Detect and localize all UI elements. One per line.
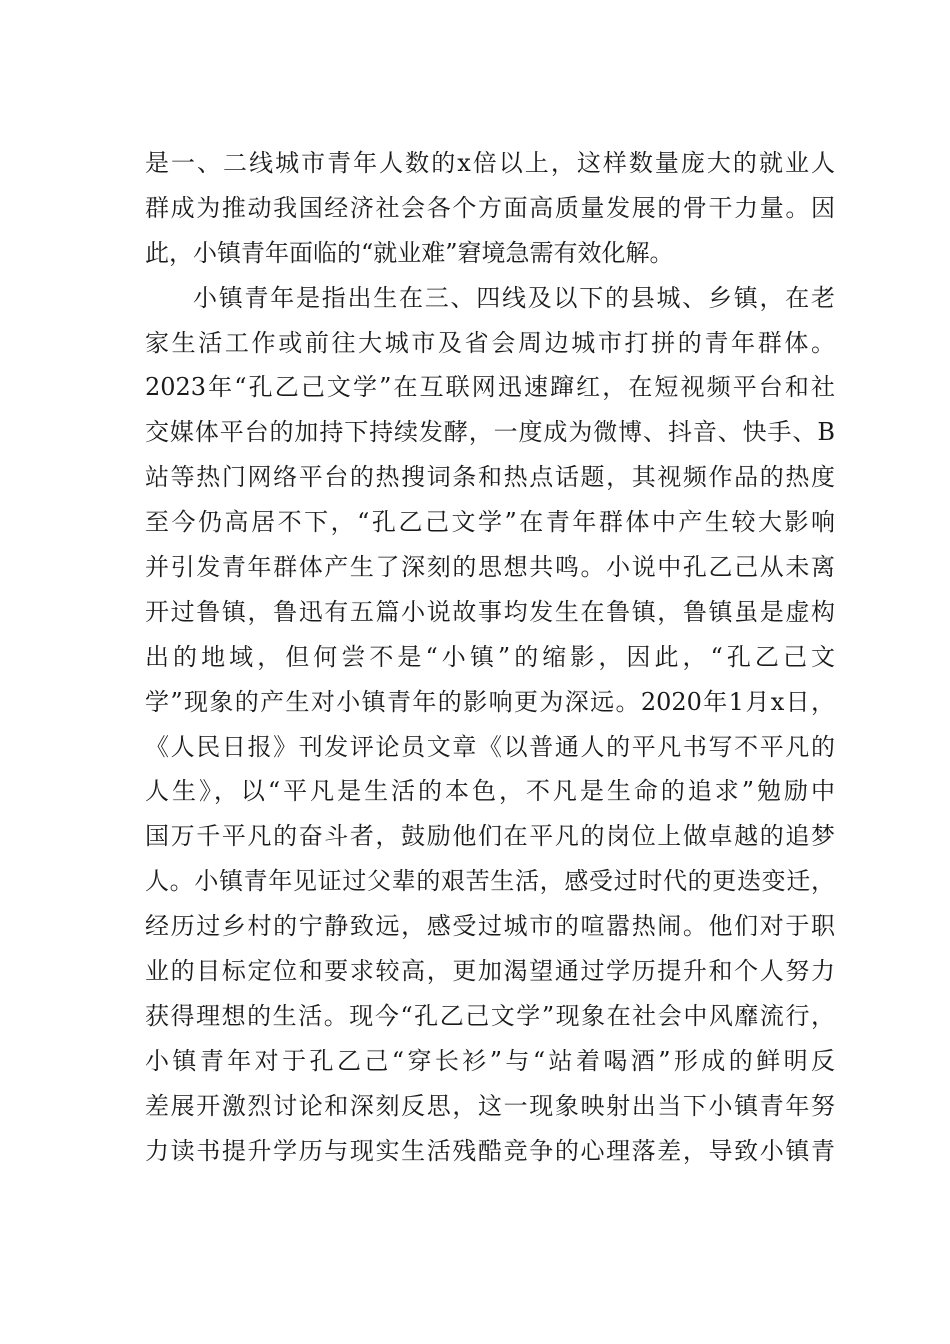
- text-line: 差展开激烈讨论和深刻反思，这一现象映射出当下小镇青年努: [145, 1091, 835, 1120]
- text-line: 人。小镇青年见证过父辈的艰苦生活，感受过时代的更迭变迁，: [145, 867, 835, 896]
- text-line: 学”现象的产生对小镇青年的影响更为深远。2020年1月x日，: [145, 687, 835, 716]
- text-line: 群成为推动我国经济社会各个方面高质量发展的骨干力量。因: [145, 193, 835, 222]
- text-line: 业的目标定位和要求较高，更加渴望通过学历提升和个人努力: [145, 957, 835, 986]
- text-line: 开过鲁镇，鲁迅有五篇小说故事均发生在鲁镇，鲁镇虽是虚构: [145, 597, 835, 626]
- text-line: 人生》，以“平凡是生活的本色，不凡是生命的追求”勉励中: [145, 777, 835, 806]
- body-text: [145, 141, 835, 1173]
- text-line: 经历过乡村的宁静致远，感受过城市的喧嚣热闹。他们对于职: [145, 912, 835, 941]
- text-line: 并引发青年群体产生了深刻的思想共鸣。小说中孔乙己从未离: [145, 553, 835, 582]
- text-line: 国万千平凡的奋斗者，鼓励他们在平凡的岗位上做卓越的追梦: [145, 822, 835, 851]
- text-line: 获得理想的生活。现今“孔乙己文学”现象在社会中风靡流行，: [145, 1001, 835, 1030]
- text-line: 力读书提升学历与现实生活残酷竞争的心理落差，导致小镇青: [145, 1136, 835, 1165]
- text-line: 2023年“孔乙己文学”在互联网迅速蹿红，在短视频平台和社: [145, 373, 835, 402]
- text-line: 此，小镇青年面临的“就业难”窘境急需有效化解。: [145, 238, 674, 267]
- text-line: 站等热门网络平台的热搜词条和热点话题，其视频作品的热度: [145, 463, 835, 492]
- text-line: 是一、二线城市青年人数的x倍以上，这样数量庞大的就业人: [145, 149, 835, 177]
- text-line: 小镇青年对于孔乙己“穿长衫”与“站着喝酒”形成的鲜明反: [145, 1046, 835, 1075]
- text-line: 家生活工作或前往大城市及省会周边城市打拼的青年群体。: [145, 328, 835, 357]
- text-line: 交媒体平台的加持下持续发酵，一度成为微博、抖音、快手、B: [145, 418, 835, 447]
- text-line: 《人民日报》刊发评论员文章《以普通人的平凡书写不平凡的: [145, 732, 835, 761]
- text-line: 出的地域，但何尝不是“小镇”的缩影，因此，“孔乙己文: [145, 642, 835, 671]
- text-line: 至今仍高居不下，“孔乙己文学”在青年群体中产生较大影响: [145, 508, 835, 537]
- text-line: 小镇青年是指出生在三、四线及以下的县城、乡镇，在老: [193, 283, 835, 312]
